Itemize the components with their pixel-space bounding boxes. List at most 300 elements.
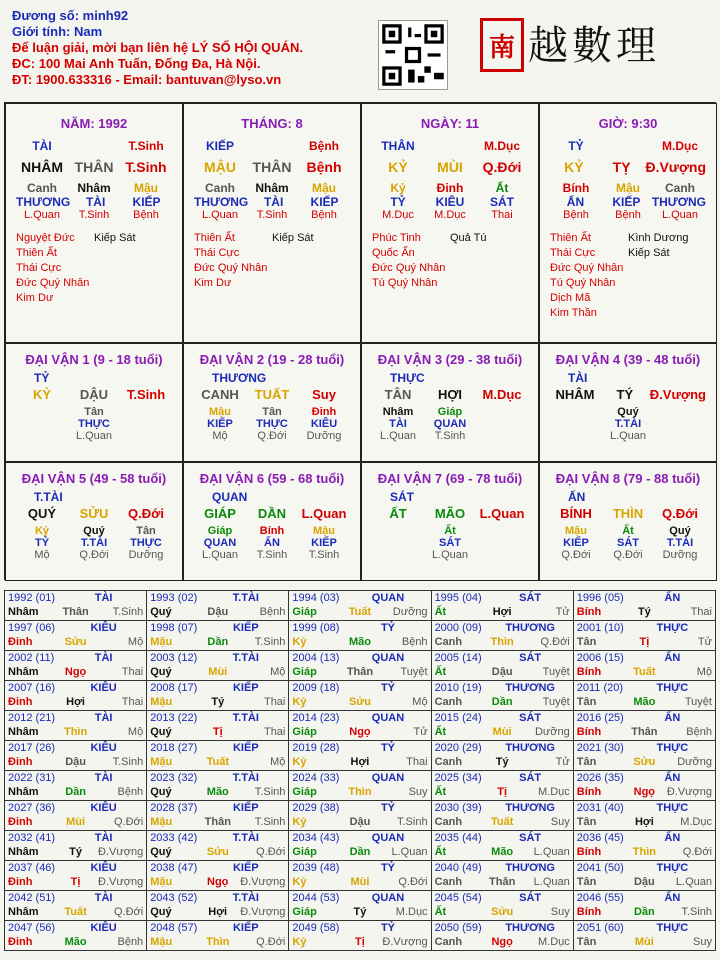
year-line2 bbox=[292, 815, 427, 829]
year-row bbox=[5, 651, 716, 681]
year-cell bbox=[289, 651, 431, 681]
pillar-god bbox=[6, 139, 182, 153]
year-state: Suy bbox=[550, 906, 570, 918]
year-label: 2030 (39) bbox=[434, 802, 482, 814]
year-can: Quý bbox=[150, 786, 172, 798]
year-chi: Tuất bbox=[64, 906, 87, 918]
year-line1 bbox=[292, 891, 427, 905]
year-god: QUAN bbox=[371, 652, 405, 664]
star-item: Tú Quý Nhân bbox=[550, 277, 616, 289]
year-line2 bbox=[435, 845, 570, 859]
year-can: Giáp bbox=[292, 726, 317, 738]
year-cell bbox=[5, 591, 147, 621]
year-can: Canh bbox=[434, 756, 463, 768]
contact-note: Để luận giải, mời bạn liên hệ LÝ SỐ HỘI QUÁN. bbox=[12, 40, 303, 55]
year-cell bbox=[431, 861, 573, 891]
year-god: T.TÀI bbox=[232, 772, 259, 784]
year-state: Tuyệt bbox=[542, 696, 570, 708]
year-line1 bbox=[577, 741, 712, 755]
year-line2 bbox=[435, 665, 570, 679]
year-label: 2036 (45) bbox=[576, 832, 624, 844]
year-line2 bbox=[150, 845, 285, 859]
dai-van-hidden-cell: Quý bbox=[83, 525, 105, 537]
year-state: Tuyệt bbox=[400, 666, 428, 678]
year-can: Giáp bbox=[292, 666, 317, 678]
year-line2 bbox=[292, 695, 427, 709]
year-line2 bbox=[8, 905, 143, 919]
year-label: 2010 (19) bbox=[434, 682, 482, 694]
pillar-hidden-god-cell: KIẾP bbox=[310, 195, 339, 209]
year-chi: Hợi bbox=[66, 696, 85, 708]
phone-email: ĐT: 1900.633316 - Email: bantuvan@lyso.vn bbox=[12, 72, 282, 87]
dai-van-hidden-state-cell: Dưỡng bbox=[128, 549, 164, 561]
year-chi: Tuất bbox=[206, 756, 229, 768]
year-line1 bbox=[577, 891, 712, 905]
dai-van-can-chi bbox=[184, 387, 360, 402]
dai-van-hidden-god bbox=[184, 537, 360, 549]
year-line2 bbox=[577, 635, 712, 649]
dai-van-hidden-state-cell bbox=[550, 430, 602, 442]
year-line2 bbox=[577, 725, 712, 739]
pillar-hidden-god-cell: TỶ bbox=[390, 195, 406, 209]
pillar-hidden-cell: Canh bbox=[205, 181, 235, 195]
dai-van-hidden-god-cell: TỶ bbox=[34, 537, 50, 549]
year-state: Thai bbox=[690, 606, 712, 618]
dai-van-can-chi-cell: HỢI bbox=[437, 387, 463, 402]
year-state: T.Sinh bbox=[396, 816, 428, 828]
dai-van-can-chi-cell: DẬU bbox=[79, 387, 109, 402]
year-state: Mộ bbox=[696, 666, 712, 678]
year-state: Q.Đới bbox=[682, 846, 712, 858]
year-god: KIẾP bbox=[232, 922, 259, 934]
pillar-1 bbox=[5, 103, 183, 343]
year-line2 bbox=[292, 665, 427, 679]
brand-logo: 越數理 bbox=[528, 23, 660, 69]
year-can: Tân bbox=[576, 936, 597, 948]
dai-van-title: ĐẠI VẬN 8 (79 - 88 tuổi) bbox=[555, 471, 701, 486]
dai-van-title: ĐẠI VẬN 6 (59 - 68 tuổi) bbox=[199, 471, 345, 486]
dai-van-can-chi-cell: T.Sinh bbox=[126, 387, 166, 402]
year-state: Suy bbox=[408, 786, 428, 798]
star-item: Tú Quý Nhân bbox=[372, 277, 438, 289]
year-can: Đinh bbox=[8, 816, 33, 828]
year-god: THƯƠNG bbox=[505, 742, 555, 754]
year-chi: Ngọ bbox=[349, 726, 371, 738]
dai-van-can-chi bbox=[362, 506, 538, 521]
dai-van-hidden-state bbox=[540, 549, 716, 561]
year-row bbox=[5, 891, 716, 921]
year-god: QUAN bbox=[371, 892, 405, 904]
year-can: Tân bbox=[576, 636, 597, 648]
year-can: Ất bbox=[434, 906, 447, 918]
year-state: Đ.Vượng bbox=[240, 876, 286, 888]
year-god: KIÊU bbox=[90, 862, 117, 874]
stars-left bbox=[550, 231, 628, 321]
year-god: THỰC bbox=[656, 742, 689, 754]
year-god: THỰC bbox=[656, 922, 689, 934]
year-cell bbox=[573, 921, 715, 951]
year-chi: Thìn bbox=[348, 786, 372, 798]
year-chi: Dần bbox=[491, 696, 513, 708]
star-item: Kình Dương bbox=[628, 232, 689, 244]
year-can: Kỷ bbox=[292, 816, 307, 828]
dai-van-hidden-cell bbox=[476, 525, 528, 537]
year-row bbox=[5, 801, 716, 831]
year-can: Canh bbox=[434, 936, 463, 948]
dai-van-can-chi-cell: NHÂM bbox=[555, 387, 595, 402]
dai-van-hidden bbox=[6, 525, 182, 537]
year-cell bbox=[289, 861, 431, 891]
year-state: Dưỡng bbox=[534, 726, 570, 738]
stars-right bbox=[450, 231, 528, 291]
year-chi: Thân bbox=[62, 606, 89, 618]
year-line1 bbox=[435, 831, 570, 845]
dai-van-can-chi bbox=[6, 506, 182, 521]
year-state: Tuyệt bbox=[684, 696, 712, 708]
dai-van-hidden-god-cell: KIẾP bbox=[207, 418, 233, 430]
year-god: TỶ bbox=[380, 742, 395, 754]
dai-van-hidden bbox=[362, 406, 538, 418]
year-label: 2047 (56) bbox=[8, 922, 56, 934]
year-state: Tử bbox=[555, 606, 570, 618]
year-state: Thai bbox=[263, 726, 286, 738]
year-god: KIÊU bbox=[90, 802, 117, 814]
year-can: Quý bbox=[150, 846, 172, 858]
year-line2 bbox=[8, 875, 143, 889]
year-line1 bbox=[292, 861, 427, 875]
year-line2 bbox=[577, 785, 712, 799]
pillar-hidden-god-cell: THƯƠNG bbox=[16, 195, 71, 209]
pillar-god-cell: M.Dục bbox=[662, 139, 698, 153]
pillar-hidden-state-cell: Thai bbox=[491, 209, 513, 221]
pillar-hidden-state-cell: T.Sinh bbox=[256, 209, 288, 221]
dai-van-hidden bbox=[362, 525, 538, 537]
year-label: 2016 (25) bbox=[576, 712, 624, 724]
dai-van-god: QUAN bbox=[212, 490, 248, 504]
dai-van-hidden-state-cell: L.Quan bbox=[609, 430, 647, 442]
pillar-can-chi-cell: NHÂM bbox=[21, 159, 63, 175]
dai-van-can-chi-cell: M.Dục bbox=[482, 387, 522, 402]
dai-van-can-chi-cell: L.Quan bbox=[301, 506, 347, 521]
year-cell bbox=[573, 861, 715, 891]
year-chi: Tuất bbox=[348, 606, 372, 618]
year-cell bbox=[147, 771, 289, 801]
year-chi: Mùi bbox=[492, 726, 512, 738]
year-god: SÁT bbox=[519, 712, 542, 724]
year-can: Bính bbox=[576, 846, 602, 858]
year-can: Mậu bbox=[150, 876, 173, 888]
dai-van-hidden-god-cell: QUAN bbox=[433, 418, 467, 430]
year-can: Nhâm bbox=[8, 846, 39, 858]
dai-van-hidden-god bbox=[362, 418, 538, 430]
year-cell bbox=[5, 801, 147, 831]
year-state: Q.Đới bbox=[398, 876, 428, 888]
dai-van-hidden-god bbox=[540, 537, 716, 549]
year-can: Canh bbox=[434, 876, 463, 888]
year-cell bbox=[431, 831, 573, 861]
year-line1 bbox=[150, 801, 285, 815]
year-state: T.Sinh bbox=[112, 756, 144, 768]
year-can: Giáp bbox=[292, 786, 317, 798]
year-line2 bbox=[150, 875, 285, 889]
year-can: Kỷ bbox=[292, 936, 307, 948]
year-chi: Thìn bbox=[632, 846, 656, 858]
year-cell bbox=[289, 831, 431, 861]
pillar-hidden-state-cell: M.Dục bbox=[434, 209, 466, 221]
year-god: TÀI bbox=[94, 712, 113, 724]
year-god: QUAN bbox=[371, 712, 405, 724]
year-cell bbox=[573, 801, 715, 831]
year-line1 bbox=[150, 771, 285, 785]
pillar-hidden-state-cell: L.Quan bbox=[23, 209, 61, 221]
year-label: 2027 (36) bbox=[8, 802, 56, 814]
dai-van-hidden-god-cell: THỰC bbox=[256, 418, 288, 430]
year-god: TỶ bbox=[380, 922, 395, 934]
year-state: M.Dục bbox=[537, 936, 570, 948]
dai-van-hidden-cell: Bính bbox=[259, 525, 285, 537]
pillar-can-chi-cell: Đ.Vượng bbox=[645, 159, 707, 175]
year-line1 bbox=[292, 621, 427, 635]
year-state: T.Sinh bbox=[254, 816, 286, 828]
dai-van-hidden-god-cell bbox=[476, 537, 528, 549]
year-chi: Dần bbox=[349, 846, 371, 858]
year-state: L.Quan bbox=[675, 876, 712, 888]
stars-right bbox=[94, 231, 172, 306]
dai-van-god: THƯƠNG bbox=[212, 371, 267, 385]
dai-van-hidden-state bbox=[6, 430, 182, 442]
year-can: Kỷ bbox=[292, 756, 307, 768]
dai-van-hidden-state-cell: T.Sinh bbox=[256, 549, 288, 561]
year-can: Bính bbox=[576, 726, 602, 738]
year-line1 bbox=[150, 591, 285, 605]
year-label: 2008 (17) bbox=[150, 682, 198, 694]
year-line1 bbox=[435, 921, 570, 935]
year-line1 bbox=[577, 771, 712, 785]
dai-van-can-chi-cell: SỬU bbox=[79, 506, 109, 521]
year-line1 bbox=[292, 771, 427, 785]
year-line1 bbox=[150, 861, 285, 875]
pillar-god-cell bbox=[246, 139, 298, 153]
year-label: 2034 (43) bbox=[292, 832, 340, 844]
year-can: Giáp bbox=[292, 846, 317, 858]
year-label: 2005 (14) bbox=[434, 652, 482, 664]
year-chi: Ngọ bbox=[491, 936, 513, 948]
year-god: KIẾP bbox=[232, 862, 259, 874]
year-god: KIÊU bbox=[90, 742, 117, 754]
year-row bbox=[5, 621, 716, 651]
dai-van-title: ĐẠI VẬN 2 (19 - 28 tuổi) bbox=[199, 352, 345, 367]
dai-van-hidden-cell: Nhâm bbox=[382, 406, 414, 418]
dai-van-8 bbox=[539, 462, 717, 581]
year-can: Nhâm bbox=[8, 666, 39, 678]
year-chi: Mão bbox=[206, 786, 229, 798]
pillar-hidden-state bbox=[362, 209, 538, 221]
star-item: Kim Thần bbox=[550, 307, 597, 319]
year-line1 bbox=[577, 921, 712, 935]
star-item: Thái Cực bbox=[16, 262, 62, 274]
year-god: ẤN bbox=[664, 712, 681, 724]
year-line2 bbox=[292, 785, 427, 799]
dai-van-hidden-god-cell: SÁT bbox=[439, 537, 461, 549]
year-can: Giáp bbox=[292, 906, 317, 918]
year-line2 bbox=[435, 695, 570, 709]
year-label: 2037 (46) bbox=[8, 862, 56, 874]
year-line2 bbox=[435, 635, 570, 649]
dai-van-hidden-god-cell: T.TÀI bbox=[614, 418, 642, 430]
dai-van-hidden-cell bbox=[550, 406, 602, 418]
pillar-god-cell: KIẾP bbox=[205, 139, 234, 153]
year-label: 2040 (49) bbox=[434, 862, 482, 874]
pillar-god-cell: THÂN bbox=[381, 139, 415, 153]
year-chi: Tuất bbox=[490, 816, 514, 828]
year-chi: Tý bbox=[353, 906, 367, 918]
year-can: Bính bbox=[576, 906, 602, 918]
year-line2 bbox=[292, 875, 427, 889]
dai-van-hidden-cell bbox=[476, 406, 528, 418]
year-state: Mộ bbox=[412, 696, 428, 708]
year-label: 2021 (30) bbox=[576, 742, 624, 754]
year-line1 bbox=[292, 591, 427, 605]
year-state: Bệnh bbox=[401, 636, 428, 648]
year-label: 2035 (44) bbox=[434, 832, 482, 844]
year-state: Q.Đới bbox=[256, 846, 286, 858]
year-line2 bbox=[577, 605, 712, 619]
year-chi: Mùi bbox=[208, 666, 228, 678]
year-line2 bbox=[8, 635, 143, 649]
dai-van-hidden-state-cell: Q.Đới bbox=[613, 549, 643, 561]
year-line1 bbox=[8, 651, 143, 665]
dai-van-hidden bbox=[184, 406, 360, 418]
dai-van-god: THỰC bbox=[390, 371, 425, 385]
year-chi: Dậu bbox=[207, 606, 229, 618]
year-cell bbox=[573, 711, 715, 741]
qr-code-icon bbox=[378, 20, 448, 90]
year-line2 bbox=[8, 665, 143, 679]
year-line1 bbox=[577, 651, 712, 665]
year-line2 bbox=[150, 665, 285, 679]
year-cell bbox=[289, 591, 431, 621]
pillar-hidden-cell: Mậu bbox=[134, 181, 158, 195]
year-cell bbox=[431, 651, 573, 681]
pillar-2 bbox=[183, 103, 361, 343]
year-chi: Dần bbox=[633, 906, 655, 918]
dai-van-hidden-state-cell bbox=[120, 430, 172, 442]
year-label: 1992 (01) bbox=[8, 592, 56, 604]
year-can: Quý bbox=[150, 726, 172, 738]
year-cell bbox=[147, 711, 289, 741]
pillar-can-chi-cell: MẬU bbox=[204, 159, 236, 175]
year-chi: Tuất bbox=[633, 666, 656, 678]
year-label: 2006 (15) bbox=[576, 652, 624, 664]
pillar-stars bbox=[184, 231, 360, 291]
pillar-hidden bbox=[540, 181, 716, 195]
dai-van-hidden-state-cell: L.Quan bbox=[379, 430, 417, 442]
year-state: Đ.Vượng bbox=[98, 876, 144, 888]
year-label: 2012 (21) bbox=[8, 712, 56, 724]
year-god: THƯƠNG bbox=[505, 622, 555, 634]
year-line2 bbox=[292, 725, 427, 739]
year-cell bbox=[431, 771, 573, 801]
year-state: Thai bbox=[121, 666, 144, 678]
star-item: Đức Quý Nhân bbox=[372, 262, 446, 274]
pillar-hidden-cell: Kỷ bbox=[390, 181, 406, 195]
dai-van-title: ĐẠI VẬN 5 (49 - 58 tuổi) bbox=[21, 471, 167, 486]
dai-van-6 bbox=[183, 462, 361, 581]
year-god: T.TÀI bbox=[232, 652, 259, 664]
dai-van-can-chi-cell: MÃO bbox=[434, 506, 466, 521]
pillar-hidden-god-cell: KIÊU bbox=[435, 195, 465, 209]
year-cell bbox=[147, 681, 289, 711]
star-item: Kim Dư bbox=[194, 277, 232, 289]
year-label: 1994 (03) bbox=[292, 592, 340, 604]
dai-van-hidden-god-cell bbox=[372, 537, 424, 549]
star-item: Đức Quý Nhân bbox=[194, 262, 268, 274]
year-state: Đ.Vượng bbox=[240, 906, 286, 918]
year-chi: Ngọ bbox=[633, 786, 656, 798]
year-line1 bbox=[435, 651, 570, 665]
pillar-hidden-god bbox=[362, 195, 538, 209]
year-cell bbox=[147, 621, 289, 651]
year-state: M.Dục bbox=[680, 816, 712, 828]
year-can: Kỷ bbox=[292, 876, 307, 888]
header-info bbox=[12, 8, 352, 88]
year-chi: Thìn bbox=[63, 726, 88, 738]
star-item: Quả Tú bbox=[450, 232, 487, 244]
year-line1 bbox=[8, 591, 143, 605]
year-state: Thai bbox=[263, 696, 286, 708]
dai-van-hidden-god bbox=[362, 537, 538, 549]
year-god: TÀI bbox=[94, 652, 113, 664]
year-chi: Thân bbox=[631, 726, 658, 738]
dai-van-hidden-state-cell: Mộ bbox=[34, 549, 50, 561]
year-cell bbox=[431, 681, 573, 711]
dai-van-1 bbox=[5, 343, 183, 462]
year-cell bbox=[431, 921, 573, 951]
year-cell bbox=[573, 621, 715, 651]
pillar-can-chi bbox=[6, 159, 182, 175]
pillar-stars bbox=[6, 231, 182, 306]
year-row bbox=[5, 741, 716, 771]
year-line2 bbox=[8, 935, 143, 949]
year-chi: Dần bbox=[65, 786, 86, 798]
star-item: Đức Quý Nhân bbox=[16, 277, 90, 289]
year-line1 bbox=[8, 741, 143, 755]
dai-van-hidden bbox=[540, 406, 716, 418]
year-label: 2011 (20) bbox=[576, 682, 624, 694]
year-cell bbox=[431, 591, 573, 621]
year-label: 2029 (38) bbox=[292, 802, 340, 814]
year-line2 bbox=[8, 845, 143, 859]
year-label: 2041 (50) bbox=[576, 862, 624, 874]
year-line2 bbox=[150, 935, 285, 949]
year-state: L.Quan bbox=[533, 876, 570, 888]
year-state: T.Sinh bbox=[254, 636, 286, 648]
year-chi: Sửu bbox=[633, 756, 656, 768]
year-state: Tuyệt bbox=[542, 666, 570, 678]
dai-van-hidden-state-cell: L.Quan bbox=[75, 430, 113, 442]
year-row bbox=[5, 711, 716, 741]
dai-van-hidden-cell: Tân bbox=[136, 525, 156, 537]
pillar-hidden-cell: Bính bbox=[562, 181, 590, 195]
year-can: Ất bbox=[434, 726, 447, 738]
year-cell bbox=[573, 591, 715, 621]
year-label: 2017 (26) bbox=[8, 742, 56, 754]
year-cell bbox=[5, 891, 147, 921]
dai-van-hidden-cell bbox=[372, 525, 424, 537]
year-state: M.Dục bbox=[537, 786, 570, 798]
year-chi: Ngọ bbox=[207, 876, 229, 888]
dai-van-hidden-god-cell bbox=[654, 418, 706, 430]
